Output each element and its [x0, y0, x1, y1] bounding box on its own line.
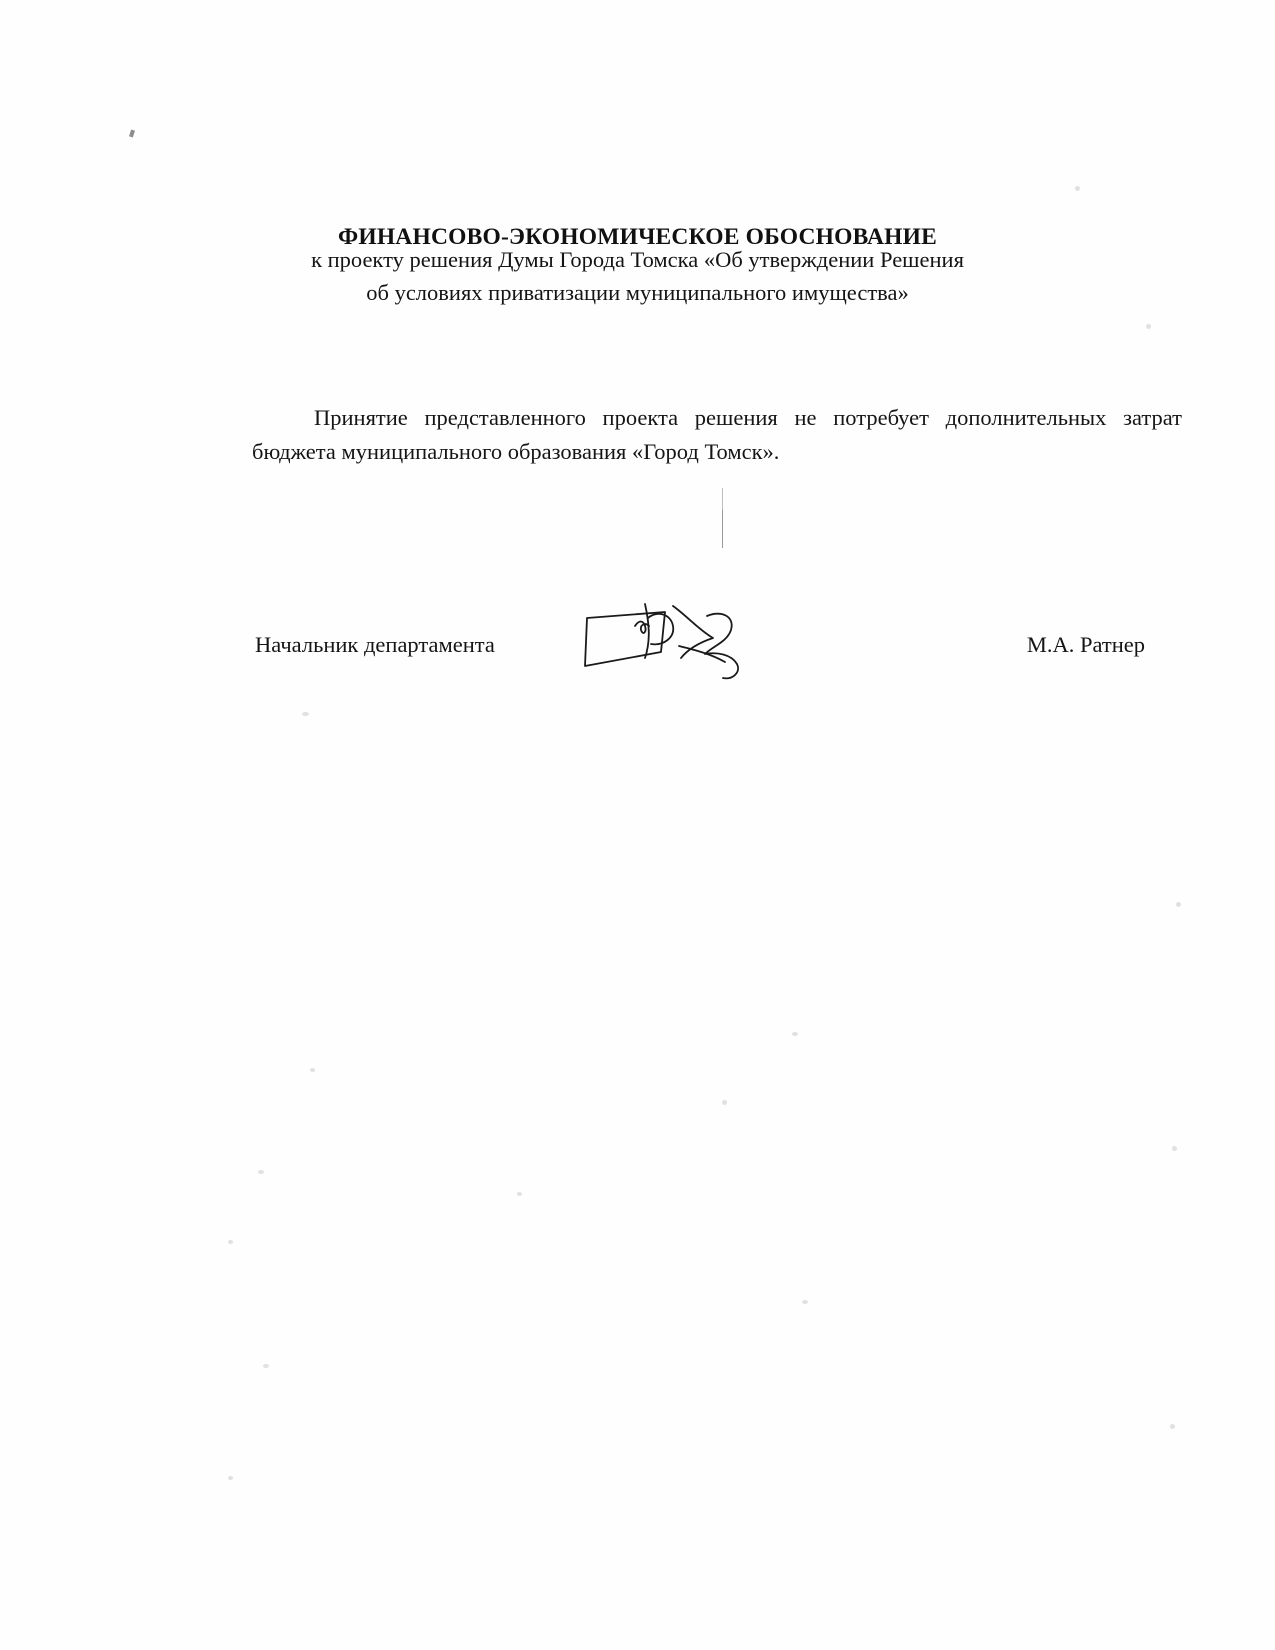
document-subtitle: к проекту решения Думы Города Томска «Об утверждении Решения об условиях приватизации муниципального имущества» — [311, 247, 964, 305]
scan-speck — [310, 1068, 315, 1072]
scan-speck — [1075, 186, 1080, 191]
scan-speck — [517, 1192, 522, 1196]
signature-block — [0, 632, 1275, 672]
scan-line-artifact — [722, 510, 723, 548]
scan-speck — [722, 1100, 727, 1105]
scan-speck — [1146, 324, 1151, 329]
signatory-position-label: Начальник департамента — [255, 632, 495, 657]
scan-speck — [792, 1032, 798, 1036]
scan-speck — [302, 712, 309, 716]
page-title: ФИНАНСОВО-ЭКОНОМИЧЕСКОЕ ОБОСНОВАНИЕ — [337, 223, 938, 250]
body-paragraph: Принятие представленного проекта решения не потребует дополнительных затрат бюджета муниципального образования «Город Томск». — [252, 404, 1182, 464]
scan-artifact-mark — [129, 130, 135, 138]
scan-speck — [1170, 1424, 1175, 1429]
scan-speck — [263, 1364, 269, 1368]
scan-speck — [228, 1240, 233, 1244]
scan-speck — [802, 1300, 808, 1304]
scan-speck — [258, 1170, 264, 1174]
scan-speck — [1172, 1146, 1177, 1151]
scan-speck — [228, 1476, 233, 1480]
scan-speck — [1176, 902, 1181, 907]
signatory-name: М.А. Ратнер — [1026, 632, 1145, 657]
